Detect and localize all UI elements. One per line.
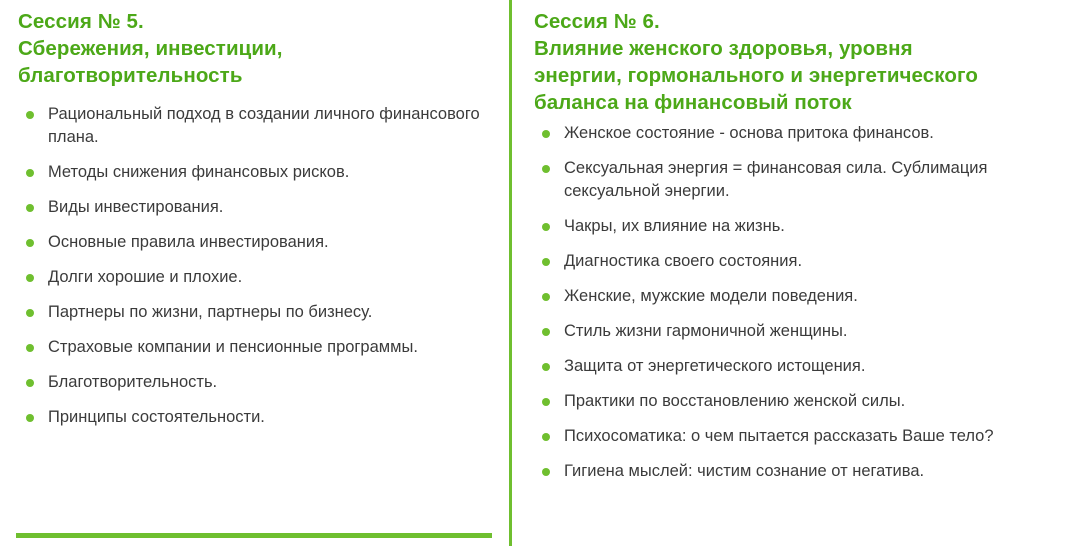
bullet-dot-icon xyxy=(26,111,34,119)
bullet-dot-icon xyxy=(542,130,550,138)
session-6-title-line-3: энергии, гормонального и энергетического xyxy=(534,64,978,87)
list-item xyxy=(534,157,1060,203)
list-item xyxy=(18,406,490,429)
bullet-dot-icon xyxy=(26,274,34,282)
list-item-text: Методы снижения финансовых рисков. xyxy=(48,163,350,181)
list-item xyxy=(18,266,490,289)
session-5-column xyxy=(0,0,508,546)
list-item-text: Гигиена мыслей: чистим сознание от негатива. xyxy=(564,462,925,480)
list-item-text: Долги хорошие и плохие. xyxy=(48,268,243,286)
session-6-title-line-4: баланса на финансовый поток xyxy=(534,91,852,114)
bullet-dot-icon xyxy=(542,468,550,476)
bullet-dot-icon xyxy=(26,169,34,177)
list-item xyxy=(18,161,490,184)
list-item xyxy=(534,122,1060,145)
list-item xyxy=(18,231,490,254)
list-item xyxy=(534,320,1060,343)
list-item-text: Практики по восстановлению женской силы. xyxy=(564,392,906,410)
list-item-text: Сексуальная энергия = финансовая сила. Сублимация сексуальной энергии. xyxy=(564,159,988,200)
bullet-dot-icon xyxy=(542,328,550,336)
bullet-dot-icon xyxy=(26,309,34,317)
list-item xyxy=(18,336,490,359)
bullet-dot-icon xyxy=(542,293,550,301)
session-6-title-line-1: Сессия № 6. xyxy=(534,10,660,33)
list-item-text: Стиль жизни гармоничной женщины. xyxy=(564,322,848,340)
list-item-text: Психосоматика: о чем пытается рассказать Ваше тело? xyxy=(564,427,994,445)
list-item-text: Женские, мужские модели поведения. xyxy=(564,287,858,305)
list-item xyxy=(534,425,1060,448)
list-item xyxy=(534,460,1060,483)
session-5-list xyxy=(18,103,490,429)
bullet-dot-icon xyxy=(26,239,34,247)
bullet-dot-icon xyxy=(26,344,34,352)
bullet-dot-icon xyxy=(26,204,34,212)
list-item-text: Рациональный подход в создании личного финансового плана. xyxy=(48,105,480,146)
bullet-dot-icon xyxy=(542,165,550,173)
list-item-text: Диагностика своего состояния. xyxy=(564,252,803,270)
list-item xyxy=(534,250,1060,273)
session-6-title-line-2: Влияние женского здоровья, уровня xyxy=(534,37,913,60)
list-item xyxy=(534,215,1060,238)
list-item-text: Принципы состоятельности. xyxy=(48,408,265,426)
list-item-text: Виды инвестирования. xyxy=(48,198,224,216)
bullet-dot-icon xyxy=(542,433,550,441)
list-item xyxy=(534,390,1060,413)
bullet-dot-icon xyxy=(542,363,550,371)
list-item-text: Страховые компании и пенсионные программы. xyxy=(48,338,418,356)
list-item xyxy=(534,285,1060,308)
list-item-text: Партнеры по жизни, партнеры по бизнесу. xyxy=(48,303,373,321)
list-item xyxy=(18,103,490,149)
session-6-title xyxy=(534,8,1060,116)
bottom-divider-rule xyxy=(16,533,492,538)
spacer xyxy=(18,95,490,103)
session-6-list xyxy=(534,122,1060,483)
bullet-dot-icon xyxy=(542,398,550,406)
list-item xyxy=(18,196,490,219)
bullet-dot-icon xyxy=(542,223,550,231)
session-5-title-line-1: Сессия № 5. xyxy=(18,10,144,33)
session-6-column xyxy=(512,0,1078,546)
session-5-title-line-3: благотворительность xyxy=(18,64,243,87)
bullet-dot-icon xyxy=(542,258,550,266)
session-5-title xyxy=(18,8,490,89)
list-item xyxy=(18,301,490,324)
list-item-text: Основные правила инвестирования. xyxy=(48,233,329,251)
list-item-text: Женское состояние - основа притока финансов. xyxy=(564,124,934,142)
list-item xyxy=(534,355,1060,378)
list-item-text: Защита от энергетического истощения. xyxy=(564,357,866,375)
session-5-title-line-2: Сбережения, инвестиции, xyxy=(18,37,283,60)
bullet-dot-icon xyxy=(26,414,34,422)
list-item-text: Чакры, их влияние на жизнь. xyxy=(564,217,785,235)
list-item xyxy=(18,371,490,394)
list-item-text: Благотворительность. xyxy=(48,373,218,391)
bullet-dot-icon xyxy=(26,379,34,387)
